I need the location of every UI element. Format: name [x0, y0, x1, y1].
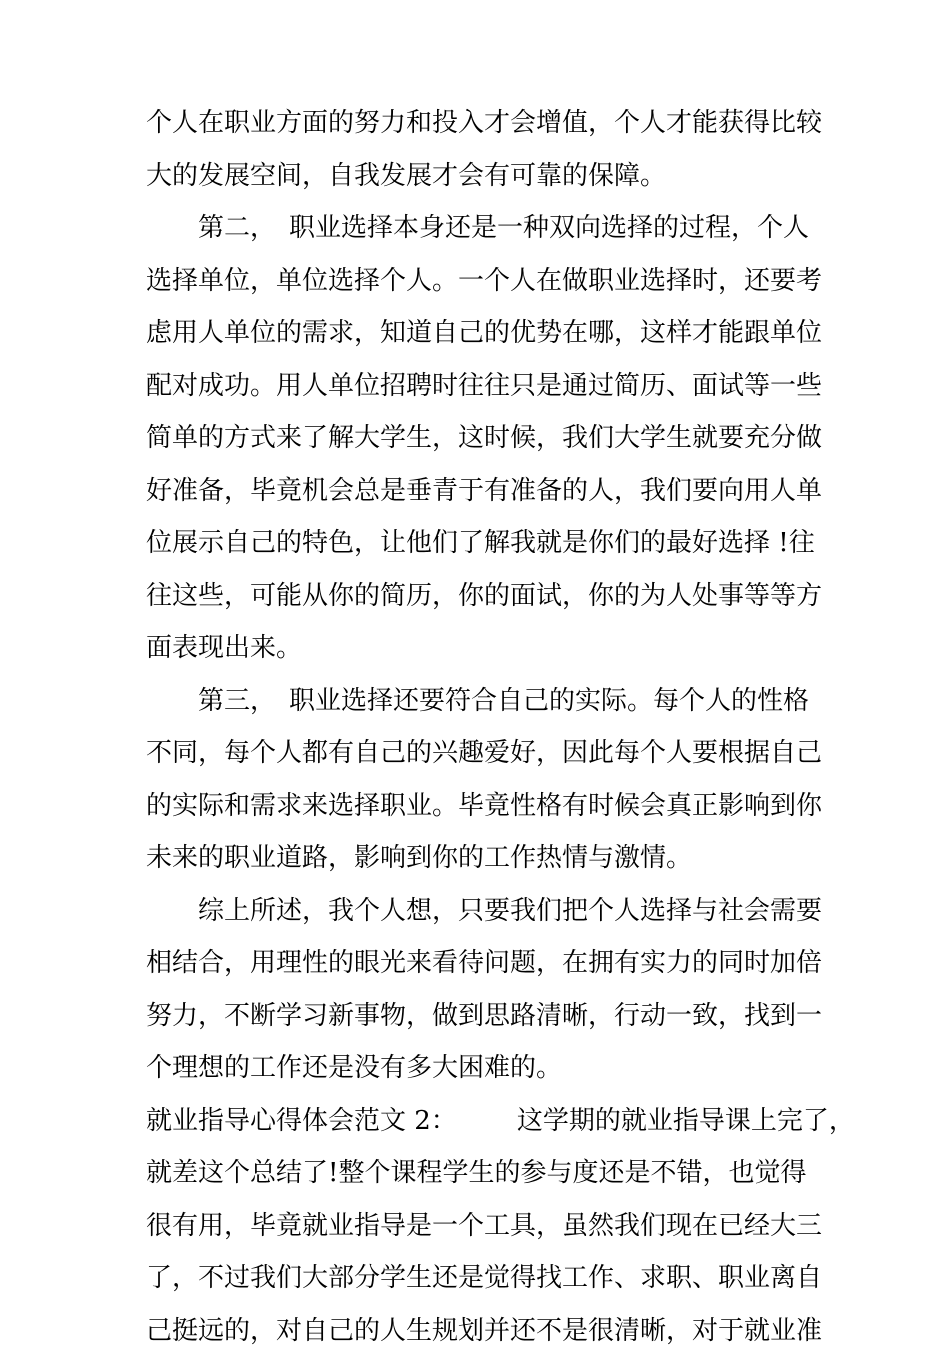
heading-line-text: 这学期的就业指导课上完了，: [517, 1106, 855, 1136]
text-line: 大的发展空间，自我发展才会有可靠的保障。: [146, 150, 816, 203]
text-line: 往这些，可能从你的简历，你的面试，你的为人处事等等方: [146, 570, 816, 623]
text-line: 好准备，毕竟机会总是垂青于有准备的人，我们要向用人单: [146, 465, 816, 518]
text-line: 简单的方式来了解大学生，这时候，我们大学生就要充分做: [146, 412, 816, 465]
text-line: 选择单位，单位选择个人。一个人在做职业选择时，还要考: [146, 255, 816, 308]
text-line: 面表现出来。: [146, 622, 816, 675]
text-line: 第二， 职业选择本身还是一种双向选择的过程，个人: [146, 202, 816, 255]
text-line: 位展示自己的特色，让他们了解我就是你们的最好选择 !往: [146, 517, 816, 570]
text-line: 相结合，用理性的眼光来看待问题，在拥有实力的同时加倍: [146, 937, 816, 990]
text-line: 个人在职业方面的努力和投入才会增值，个人才能获得比较: [146, 97, 816, 150]
text-line: 的实际和需求来选择职业。毕竟性格有时候会真正影响到你: [146, 780, 816, 833]
text-line: 就差这个总结了!整个课程学生的参与度还是不错，也觉得: [146, 1147, 816, 1200]
text-line: 己挺远的，对自己的人生规划并还不是很清晰，对于就业准: [146, 1305, 816, 1357]
section-heading: 就业指导心得体会范文 2：: [146, 1106, 457, 1136]
document-body: [146, 97, 816, 1357]
text-line: 第三， 职业选择还要符合自己的实际。每个人的性格: [146, 675, 816, 728]
text-line: 努力，不断学习新事物，做到思路清晰，行动一致，找到一: [146, 990, 816, 1043]
text-line: 了，不过我们大部分学生还是觉得找工作、求职、职业离自: [146, 1252, 816, 1305]
text-line: 综上所述，我个人想，只要我们把个人选择与社会需要: [146, 885, 816, 938]
heading-line: [146, 1095, 816, 1148]
text-line: 未来的职业道路，影响到你的工作热情与激情。: [146, 832, 816, 885]
text-line: 个理想的工作还是没有多大困难的。: [146, 1042, 816, 1095]
text-line: 配对成功。用人单位招聘时往往只是通过简历、面试等一些: [146, 360, 816, 413]
text-line: 很有用，毕竟就业指导是一个工具，虽然我们现在已经大三: [146, 1200, 816, 1253]
text-line: 虑用人单位的需求，知道自己的优势在哪，这样才能跟单位: [146, 307, 816, 360]
text-line: 不同，每个人都有自己的兴趣爱好，因此每个人要根据自己: [146, 727, 816, 780]
